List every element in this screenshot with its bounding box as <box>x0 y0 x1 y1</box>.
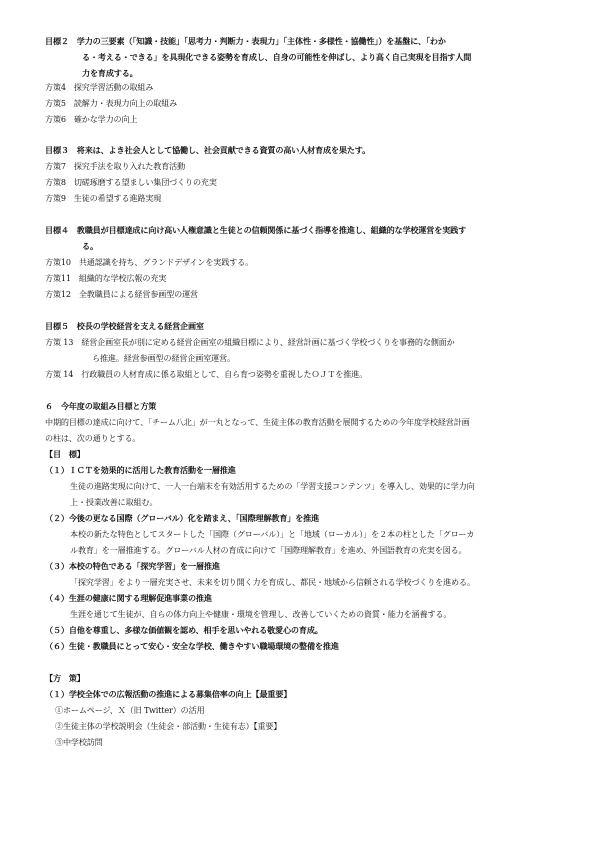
measure-item-1b: ②生徒主体の学校説明会（生徒会・部活動・生徒有志）【重要】 <box>55 721 282 731</box>
measure-4: 方策4 探究学習活動の取組み <box>45 82 154 92</box>
goal3-line1: 目標３ 将来は、よき社会人として協働し、社会貢献できる資質の高い人材育成を果たす。 <box>45 145 371 155</box>
target-2-line2: ル教育」を一層推進する。グローバル人材の育成に向けて「国際理解教育」を進め、外国語教育の充実を図る。 <box>70 545 467 555</box>
goal4-line2: る。 <box>82 241 98 251</box>
measure-5: 方策5 読解力・表現力向上の取組み <box>45 98 178 108</box>
goal2-line2: る・考える・できる」を具現化できる姿勢を育成し、自身の可能性を伸ばし、より高く自己実現を目指す人間 <box>82 52 472 62</box>
section6-intro-line1: 中期的目標の達成に向けて、「チーム八北」が一丸となって、生徒主体の教育活動を展開するための今年度学校経営計画 <box>45 417 470 427</box>
measures-heading: 【方 策】 <box>45 673 85 683</box>
measure-8: 方策8 切磋琢磨する望ましい集団づくりの充実 <box>45 177 217 187</box>
measure-item-1c: ③中学校訪問 <box>55 737 103 747</box>
goal2-line1: 目標２ 学力の三要素（「知識・技能」「思考力・判断力・表現力」「主体性・多様性・協働性」）を基盤に、「わか <box>45 36 446 46</box>
target-1-line1: 生徒の進路実現に向けて、一人一台端末を有効活用するための「学習支援コンテンツ」を導入し、効果的に学力向 <box>70 481 475 491</box>
target-1-line2: 上・授業改善に取組む。 <box>70 497 158 507</box>
measure-13-line1: 方策 13 経営企画室長が別に定める経営企画室の組織目標により、経営計画に基づく学校づくりを事務的な側面か <box>45 337 455 347</box>
targets-heading: 【目 標】 <box>45 449 85 459</box>
target-5: （５）自他を尊重し、多様な価値観を認め、相手を思いやれる敬愛心の育成。 <box>45 625 323 635</box>
measure-9: 方策9 生徒の希望する進路実現 <box>45 193 162 203</box>
measure-11: 方策11 組織的な学校広報の充実 <box>45 273 167 283</box>
goal2-line3: 力を育成する。 <box>82 68 138 78</box>
measure-6: 方策6 確かな学力の向上 <box>45 114 138 124</box>
measure-item-1a: ①ホームページ、Ｘ（旧 Twitter）の活用 <box>55 705 205 715</box>
measure-10: 方策10 共通認識を持ち、グランドデザインを実践する。 <box>45 257 254 267</box>
target-3-line1: 「探究学習」をより一層充実させ、未来を切り開く力を育成し、都民・地域から信頼される学校づくりを進める。 <box>70 577 475 587</box>
target-2-line1: 本校の新たな特色としてスタートした「国際（グローバル）」と「地域（ローカル）」を２本の柱とした「グローカ <box>70 529 475 539</box>
target-6: （６）生徒・教職員にとって安心・安全な学校、働きやすい職場環境の整備を推進 <box>45 641 339 651</box>
goal4-line1: 目標４ 教職員が目標達成に向け高い人権意識と生徒との信頼関係に基づく指導を推進し、組織的な学校運営を実践す <box>45 225 467 235</box>
measure-13-line2: ら推進。経営参画型の経営企画室運営。 <box>92 353 235 363</box>
goal5-line1: 目標５ 校長の学校経営を支える経営企画室 <box>45 321 204 331</box>
target-3: （３）本校の特色である「探究学習」を一層推進 <box>45 561 220 571</box>
target-2: （２）今後の更なる国際（グローバル）化を踏まえ、「国際理解教育」を推進 <box>45 513 320 523</box>
target-4: （４）生涯の健康に関する理解促進事業の推進 <box>45 593 212 603</box>
measure-12: 方策12 全教職員による経営参画型の運営 <box>45 289 198 299</box>
section6-intro-line2: の柱は、次の通りとする。 <box>45 433 141 443</box>
measure-item-1: （１）学校全体での広報活動の推進による募集倍率の向上【最重要】 <box>45 689 292 699</box>
measure-7: 方策7 探究手法を取り入れた教育活動 <box>45 161 186 171</box>
measure-14: 方策 14 行政職員の人材育成に係る取組として、自ら育つ姿勢を重視したＯＪＴを推進。 <box>45 369 368 379</box>
target-4-line1: 生涯を通じて生徒が、自らの体力向上や健康・環境を管理し、改善していくための資質・能力を涵養する。 <box>70 609 452 619</box>
target-1: （１）ＩＣＴを効果的に活用した教育活動を一層推進 <box>45 465 236 475</box>
section6-title: ６ 今年度の取組み目標と方策 <box>45 401 157 411</box>
